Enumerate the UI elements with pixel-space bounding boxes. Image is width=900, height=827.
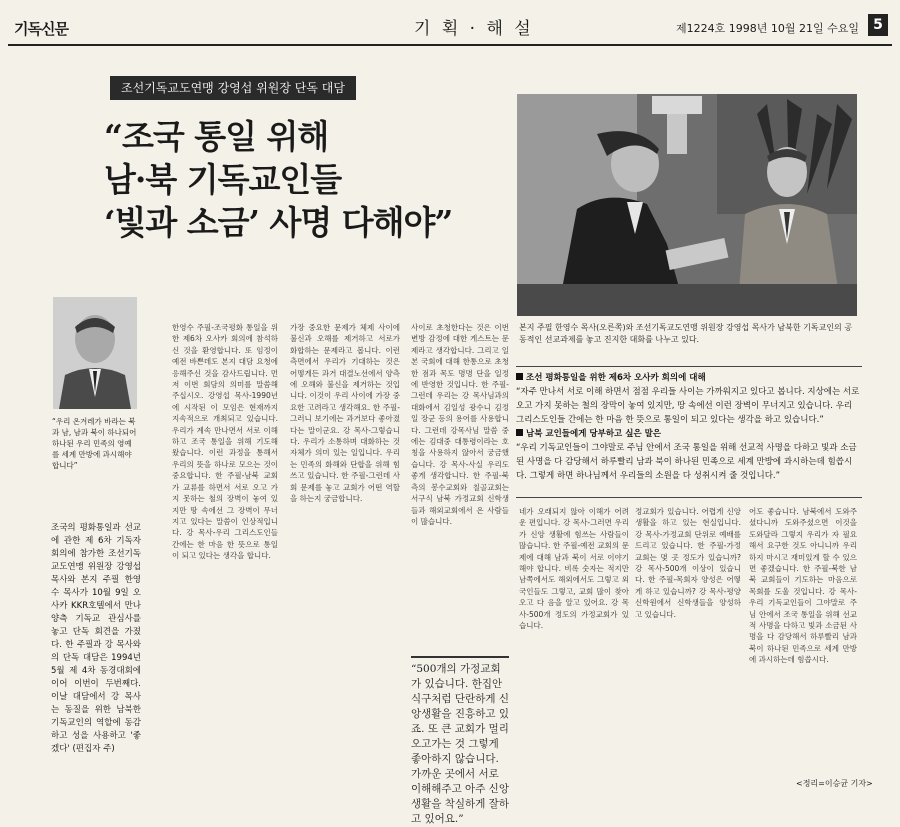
pull-quote-rule [411,656,509,658]
masthead [8,10,892,46]
headline-line-3: ‘빛과 소금’ 사명 다해야” [104,203,453,242]
byline: <정리=이승균 기자> [796,779,873,788]
highlight-heading-2: 남북 교인들에게 당부하고 싶은 말은 [516,427,862,441]
body-column-5: 정교회가 있습니다. 어렵게 신앙생활을 하고 있는 현실입니다. 강 목사-가정교회 단위로 예배를 드리고 있습니다. 한 주필-가정교회는 몇 곳 정도가 있습니까? 강 목사-500개 이상이 있습니다. 한 주필-목회자 양성은 어떻게 하고 있습니까? 강 목사-평양신학원에서 신학생들을 양성하고 있습니다. [635,507,741,619]
highlight-box [516,366,862,498]
highlight-quote-2: “우리 기독교인들이 그야말로 주님 안에서 조국 통일을 위해 선교적 사명을 다하고 빛과 소금된 사명을 다 감당해서 하루빨리 남과 북이 하나된 민족으로 세계 만방에 과시하는데 힘씁시다. 그렇게 하면 하나님께서 우리들의 소원을 다 성취시켜 줄 것입니다.” [516,443,857,481]
inset-portrait-illustration [53,297,137,409]
inset-caption: “우리 온겨레가 바라는 북과 남, 남과 북이 하나되어 하나된 우리 민족의 영예를 세계 만방에 과시해야 합니다” [52,417,137,470]
highlight-heading-1: 조선 평화통일을 위한 제6차 오사카 회의에 대해 [516,371,862,385]
page-number: 5 [868,14,888,36]
main-photo [517,94,857,316]
body-column-4: 네가 오래되지 않아 이해가 어려운 편입니다. 강 목사-그러면 우리가 신앙 생활에 힘쓰는 사람들이 많습니다. 한 주필-예전 교회의 문제에 대해 남과 북이 서로 이야기 해야 합니다. 비록 숫자는 적지만 남쪽에서도 해외에서도 그렇고 외국인들도 그렇고, 교회 많이 찾아오고 다 음을 알고 있어요. 강 목사-500개 정도의 가정교회가 있습니다. [519,507,629,631]
body-column-1: 한영수 주필-조국평화 통일을 위한 제6차 오사카 회의에 참석하신 것을 환영합니다. 또 임정이 예전 바쁜데도 본지 대담 요청에 응해주신 것을 감사드립니다. 먼저 이번 회담의 의미를 말씀해 주십시오. 강영섭 목사-1990년에 시작된 이 모임은 현재까지 지속적으로 개최되고 있습니다. 우리가 계속 만나면서 서로 이해하고 조국 통일을 위해 기도해 왔습니다. 이런 과정을 통해서 우리의 뜻을 하나로 모으는 것이 중요합니다. 한 주필-남북 교회가 교류를 하면서 서로 오고 가지 못하는 철의 장벽이 놓여 있지만 땅 속에선 그 장벽이 무너지고 있다는 말씀이 인상적입니다. 강 목사-우리 그리스도인들 간에는 한 마음 한 뜻으로 통일이 되고 있다는 생각을 합니다. [172,323,278,561]
main-photo-caption: 본지 주필 한영수 목사(오른쪽)와 조선기독교도연맹 위원장 강영섭 목사가 남북한 기독교인의 공동적인 선교과제를 놓고 진지한 대화를 나누고 있다. [519,323,853,344]
headline [104,115,524,244]
square-bullet-icon [516,373,523,380]
paper-name: 기독신문 [14,20,68,38]
body-column-2: 가장 중요한 문제가 체제 사이에 불신과 오해를 제거하고 서로가 화합하는 문제라고 봅니다. 이런 측면에서 우리가 기대하는 것은 어떻게든 과거 대결노선에서 양측에 오해와 불신을 제거하는 것입니다. 이것이 우리 사이에 가장 중요한 고려라고 생각해요. 한 주필-그러니 보기에는 과거보다 좋아졌다는 말이군요. 강 목사-그렇습니다. 우리가 소통하며 대화하는 것 자체가 의미 있는 일입니다. 우리는 민족의 화해와 단합을 위해 힘쓰고 있습니다. 한 주필-그런데 사회 문제를 놓고 교회가 어떤 역할을 하는지 궁금합니다. [290,323,400,504]
main-photo-illustration [517,94,857,316]
kicker-box: 조선기독교도연맹 강영섭 위원장 단독 대담 [110,76,356,100]
square-bullet-icon [516,429,523,436]
body-column-6: 어도 좋습니다. 남북에서 도와주셨다니까 도와주셨으면 이것을 도와달라 그렇지 우리가 자 필요해서 요구한 것도 아니니까 우리하지 마시고 재미있게 할 수 있으면 좋겠습니다. 한 주필-북한 남북 교회들이 기도하는 마음으로 목회를 도울 것입니다. 강 목사-우리 기독교인들이 그야말로 주님 안에서 조국 통일을 위해 선교적 사명을 다하고 빛과 소금된 사명을 다 감당해서 하루빨리 남과 북이 하나된 민족으로 세계 만방에 과시하는데 힘씁시다. [749,507,857,665]
pull-quote-text: “500개의 가정교회가 있습니다. 한집안 식구처럼 단란하게 신앙생활을 진흥하고 있죠. 또 큰 교회가 멀리 오고가는 것 그렇게 좋아하지 않습니다. 가까운 곳에서 서로 이해해주고 아주 신앙생활을 착실하게 잘하고 있어요.” [411,663,509,825]
inset-portrait [53,297,137,409]
highlight-quote-1: “자주 만나서 서로 이해 하면서 점점 우리들 사이는 가까워지고 있다고 봅니다. 지상에는 서로 오고 가지 못하는 철의 장막이 놓여 있지만, 땅 속에선 이런 장벽이 무너지고 있습니다. 우리 그리스도인들 간에는 한 마음 한 뜻으로 통일이 되고 있다는 생각을 하고 있습니다.” [516,387,860,425]
headline-line-1: “조국 통일 위해 [104,117,329,156]
section-title: 기 획 · 해 설 [414,19,534,39]
intro-text: 조국의 평화통일과 선교에 관한 제 6차 기독자 회의에 참가한 조선기독교도연맹 위원장 강영섭 목사와 본지 주필 한영수 목사가 10월 9일 오사카 KKR호텔에서 만나 양측 기독교 관심사를 놓고 단독 회견을 가졌다. 한 주필과 강 목사와의 단독 대담은 1994년 5월 제 4차 동경대회에 이어 이번이 두번째다. 이날 대담에서 강 목사는 동질을 위한 남북한 기독교인의 역할에 동감하고 성을 사용하고 '좋겠다' (편집자 주) [51,523,141,754]
pull-quote [411,656,509,827]
body-column-3: 사이로 초청한다는 것은 이번 변방 감정에 대한 게스트는 문제라고 생각합니다. 그리고 일본 국회에 대해 한통으로 초청한 점과 목도 명명 단을 일정에 반영한 것입니다. 한 주필-그런데 우리는 강 목사님과의 대화에서 김일성 광수니 김정일 장군 등의 용어를 사용합니다. 그런데 강목사님 말씀 중에는 김대중 대통령이라는 호칭을 사용하지 않아서 궁금했습니다. 강 목사-사실 우리도 좋게 생각합니다. 한 주필-북측의 봉수교회와 칠골교회는 서구식 남북 가정교회 신학생들과 해외교회에서 온 사람들이 많습니다. [411,323,509,526]
headline-line-2: 남·북 기독교인들 [104,160,342,199]
issue-info: 제1224호 1998년 10월 21일 수요일 [676,22,859,35]
